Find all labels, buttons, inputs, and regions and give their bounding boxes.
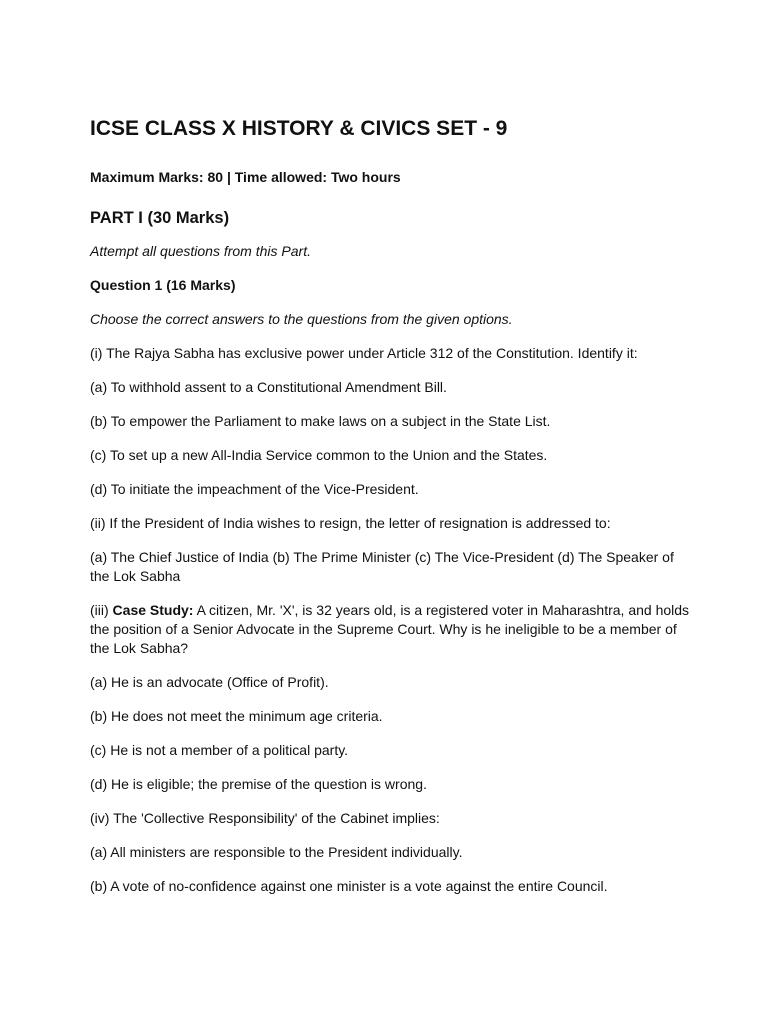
answer-option: (a) He is an advocate (Office of Profit). (90, 674, 329, 690)
question-heading: Question 1 (16 Marks) (90, 277, 236, 293)
answer-option: (a) To withhold assent to a Constitutional Amendment Bill. (90, 379, 447, 395)
question-stem: (ii) If the President of India wishes to resign, the letter of resignation is addressed to: (90, 515, 611, 531)
question-instruction: Choose the correct answers to the questions from the given options. (90, 311, 513, 327)
question-stem: (iv) The 'Collective Responsibility' of the Cabinet implies: (90, 810, 440, 826)
answer-options-inline: (a) The Chief Justice of India (b) The Prime Minister (c) The Vice-President (d) The Speaker of the Lok Sabha (90, 549, 674, 584)
answer-option: (d) He is eligible; the premise of the question is wrong. (90, 776, 427, 792)
question-text: A citizen, Mr. 'X', is 32 years old, is a registered voter in Maharashtra, and holds the position of a Senior Advocate in the Supreme Court. Why is he ineligible to be a member of the Lok Sabha? (90, 602, 690, 656)
answer-option: (d) To initiate the impeachment of the Vice-President. (90, 481, 419, 497)
document-page (90, 116, 690, 911)
answer-option: (b) To empower the Parliament to make laws on a subject in the State List. (90, 413, 551, 429)
question-number: (iii) (90, 602, 113, 618)
answer-option: (b) A vote of no-confidence against one minister is a vote against the entire Council. (90, 878, 608, 894)
answer-option: (a) All ministers are responsible to the President individually. (90, 844, 463, 860)
answer-option: (c) To set up a new All-India Service common to the Union and the States. (90, 447, 548, 463)
answer-option: (c) He is not a member of a political party. (90, 742, 349, 758)
document-title: ICSE CLASS X HISTORY & CIVICS SET - 9 (90, 117, 508, 140)
exam-meta: Maximum Marks: 80 | Time allowed: Two hours (90, 169, 401, 185)
case-study-label: Case Study: (112, 602, 194, 618)
answer-option: (b) He does not meet the minimum age criteria. (90, 708, 383, 724)
question-stem: (i) The Rajya Sabha has exclusive power under Article 312 of the Constitution. Identify it: (90, 345, 638, 361)
part-instruction: Attempt all questions from this Part. (90, 243, 311, 259)
part-heading: PART I (30 Marks) (90, 209, 230, 227)
question-stem (90, 601, 690, 658)
